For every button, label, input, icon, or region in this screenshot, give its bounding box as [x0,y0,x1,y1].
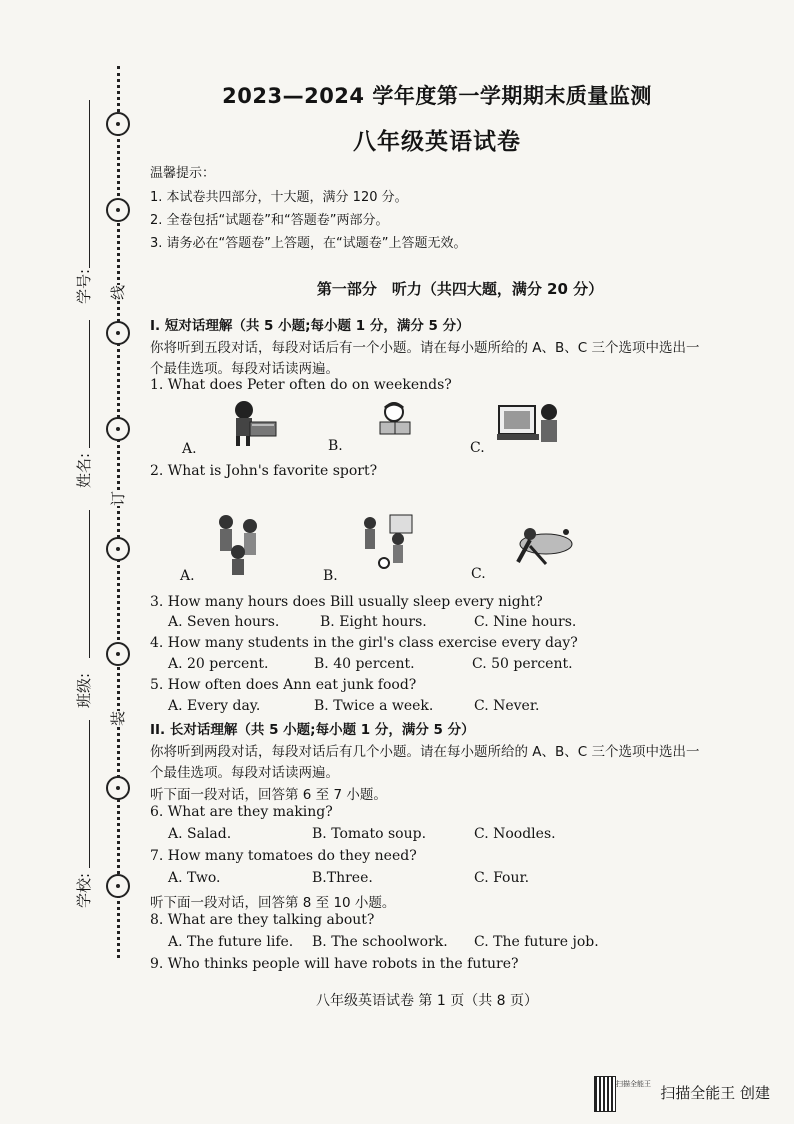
tip-item: 3. 请务必在“答题卷”上答题，在“试题卷”上答题无效。 [150,236,467,251]
question-6: 6. What are they making? [150,804,333,820]
boy-playing-piano-picture [222,398,278,448]
q6-option-c: C. Noodles. [474,826,556,842]
section1-title: I. 短对话理解（共 5 小题;每小题 1 分，满分 5 分） [150,318,470,334]
q5-option-a: A. Every day. [168,698,261,714]
q3-option-b: B. Eight hours. [320,614,427,630]
student-id-label: 学号: [75,268,94,305]
binding-hole [106,321,130,345]
question-2: 2. What is John's favorite sport? [150,463,378,479]
school-line [89,720,90,868]
question-5: 5. How often does Ann eat junk food? [150,677,417,693]
section1-instruction: 个最佳选项。每段对话读两遍。 [150,361,339,377]
q5-option-c: C. Never. [474,698,540,714]
class-line [89,510,90,658]
binding-hole [106,417,130,441]
children-playing-soccer-picture [356,513,416,571]
q3-option-c: C. Nine hours. [474,614,577,630]
question-1: 1. What does Peter often do on weekends? [150,377,452,393]
q3-option-a: A. Seven hours. [168,614,280,630]
q5-option-b: B. Twice a week. [314,698,434,714]
exam-title: 2023—2024 学年度第一学期期末质量监测 [222,84,652,108]
q4-option-a: A. 20 percent. [168,656,269,672]
q8-option-c: C. The future job. [474,934,599,950]
binding-hole [106,776,130,800]
binding-hole [106,198,130,222]
listening-prompt: 听下面一段对话，回答第 8 至 10 小题。 [150,895,396,911]
question-3: 3. How many hours does Bill usually sleep every night? [150,594,543,610]
question-8: 8. What are they talking about? [150,912,375,928]
q1-option-b: B. [328,438,343,454]
q1-option-a: A. [182,441,197,457]
q8-option-b: B. The schoolwork. [312,934,448,950]
people-dancing-picture [214,512,264,578]
section2-instruction: 个最佳选项。每段对话读两遍。 [150,765,339,781]
boy-using-computer-picture [495,398,563,450]
exam-subtitle: 八年级英语试卷 [353,128,521,155]
q6-option-b: B. Tomato soup. [312,826,427,842]
binding-install-char: 装 [105,711,130,726]
question-7: 7. How many tomatoes do they need? [150,848,417,864]
q2-option-b: B. [323,568,338,584]
school-label: 学校: [75,872,94,909]
q8-option-a: A. The future life. [168,934,294,950]
man-playing-ping-pong-picture [506,522,576,570]
tips-heading: 温馨提示： [150,166,216,181]
question-4: 4. How many students in the girl's class exercise every day? [150,635,578,651]
class-label: 班级: [75,672,94,709]
section1-instruction: 你将听到五段对话，每段对话后有一个小题。请在每小题所给的 A、B、C 三个选项中选出一 [150,340,700,356]
boy-reading-picture [372,400,418,440]
name-line [89,320,90,448]
tip-item: 2. 全卷包括“试题卷”和“答题卷”两部分。 [150,213,389,228]
q4-option-b: B. 40 percent. [314,656,415,672]
q6-option-a: A. Salad. [168,826,232,842]
q7-option-a: A. Two. [168,870,221,886]
question-9: 9. Who thinks people will have robots in the future? [150,956,519,972]
tip-item: 1. 本试卷共四部分，十大题，满分 120 分。 [150,190,408,205]
qr-code-icon [594,1076,616,1112]
binding-hole [106,874,130,898]
q7-option-c: C. Four. [474,870,530,886]
name-label: 姓名: [75,452,94,489]
qr-label: 扫描全能王 [616,1080,651,1088]
q2-option-c: C. [471,566,486,582]
binding-hole [106,537,130,561]
q4-option-c: C. 50 percent. [472,656,573,672]
q1-option-c: C. [470,440,485,456]
listening-prompt: 听下面一段对话，回答第 6 至 7 小题。 [150,787,387,803]
q2-option-a: A. [180,568,195,584]
page-footer: 八年级英语试卷 第 1 页（共 8 页） [315,993,539,1009]
section2-instruction: 你将听到两段对话，每段对话后有几个小题。请在每小题所给的 A、B、C 三个选项中选出一 [150,744,700,760]
binding-bind-char: 订 [105,491,130,506]
scanner-watermark: 扫描全能王 创建 [660,1084,770,1102]
binding-line-char: 线 [105,285,130,300]
binding-hole [106,642,130,666]
part1-title: 第一部分 听力（共四大题，满分 20 分） [316,280,604,298]
section2-title: II. 长对话理解（共 5 小题;每小题 1 分，满分 5 分） [150,722,475,738]
q7-option-b: B.Three. [312,870,373,886]
